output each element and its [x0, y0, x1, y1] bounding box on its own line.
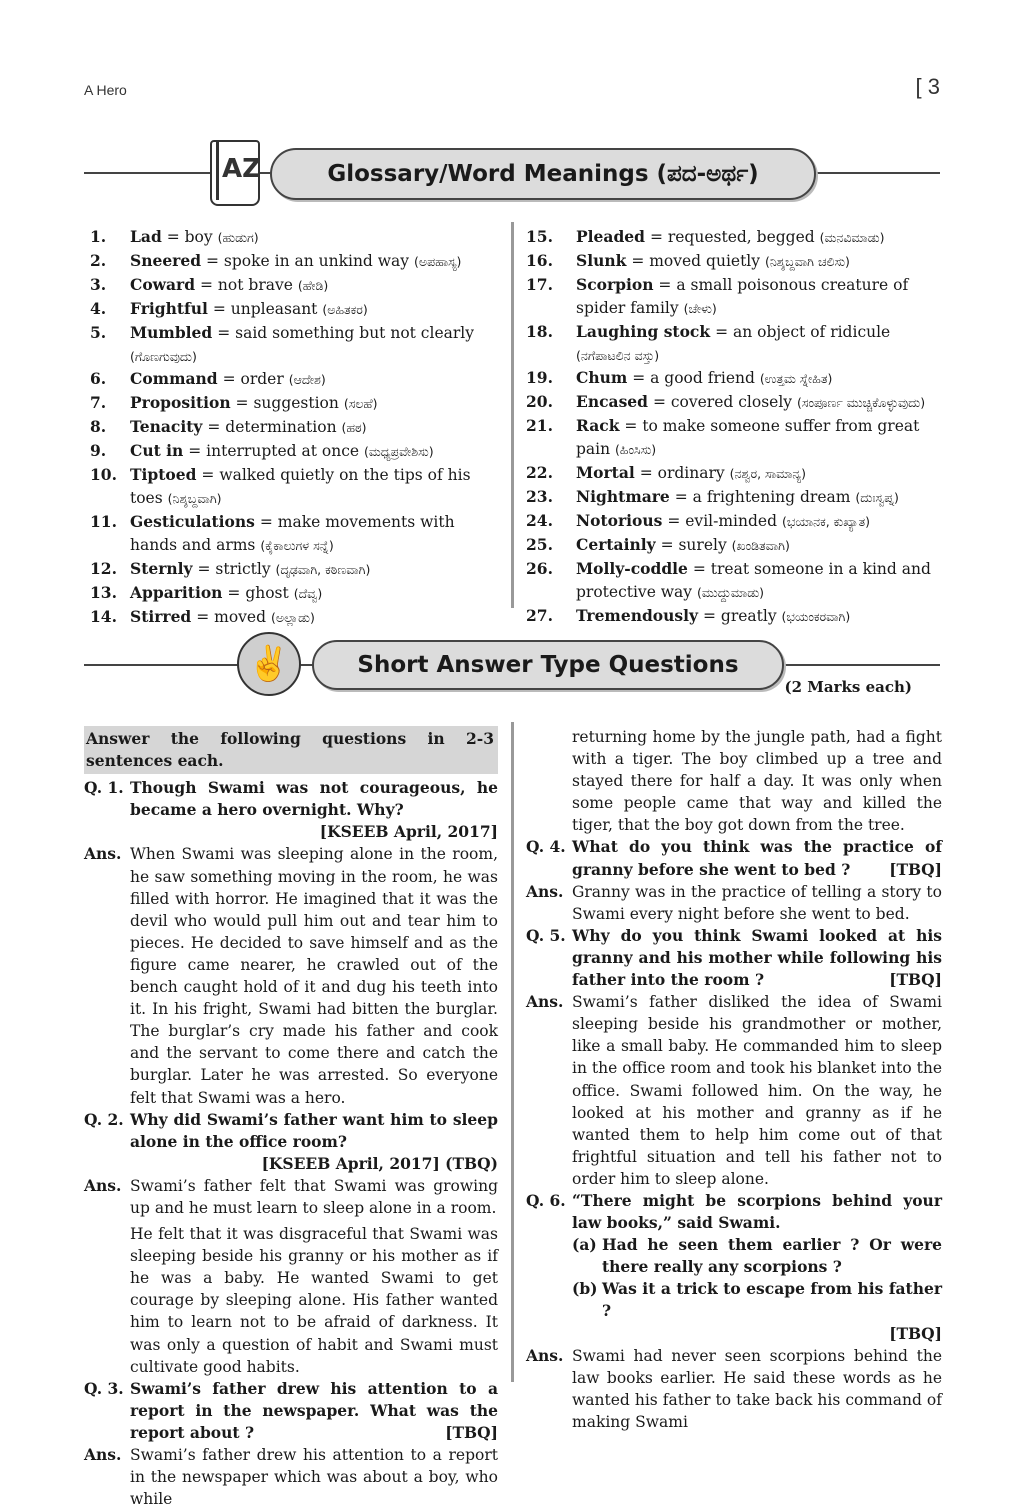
glossary-meaning: = spoke in an unkind way: [206, 251, 410, 270]
question-text: What do you think was the practice of granny before she went to bed ?: [572, 837, 942, 879]
glossary-term: Frightful: [130, 298, 208, 318]
glossary-meaning: = greatly: [702, 606, 777, 625]
glossary-meaning: = treat someone in a kind and protective way: [576, 559, 931, 601]
glossary-meaning: = strictly: [197, 559, 271, 578]
glossary-kannada: (ಸಲಹೆ): [343, 396, 378, 412]
short-answer-title: Short Answer Type Questions: [312, 640, 784, 690]
source-tag: [TBQ]: [889, 859, 942, 879]
answer: [526, 881, 942, 925]
glossary-item: [84, 298, 498, 322]
question: [526, 836, 942, 880]
glossary-term: Stirred: [130, 606, 192, 626]
qa-left-column: [84, 726, 498, 1510]
glossary-item-number: 18.: [526, 321, 553, 341]
glossary-kannada: (ಅಹಿತಕರ): [322, 301, 368, 317]
glossary-term: Encased: [576, 392, 648, 412]
glossary-kannada: (ನಿಶ್ಶಬ್ದವಾಗಿ ಚಲಿಸು): [764, 253, 850, 269]
glossary-item: [84, 440, 498, 464]
glossary-right-column: [526, 226, 942, 628]
glossary-term: Slunk: [576, 250, 627, 270]
glossary-term: Tremendously: [576, 605, 699, 625]
glossary-item-number: 20.: [526, 392, 553, 412]
sub-question: [572, 1234, 942, 1278]
question-label: Q. 1.: [84, 778, 124, 798]
glossary-item-number: 8.: [90, 417, 107, 437]
glossary-kannada: (ಗೊಣಗುವುದು): [130, 348, 197, 364]
sub-question-label: (a): [572, 1235, 597, 1255]
glossary-meaning: = a small poisonous creature of spider family: [576, 275, 909, 317]
glossary-item-number: 19.: [526, 368, 553, 388]
source-tag: [TBQ]: [889, 1323, 942, 1343]
glossary-meaning: = determination: [207, 418, 337, 437]
glossary-item: [84, 606, 498, 630]
question-label: Q. 3.: [84, 1378, 124, 1398]
glossary-item: [526, 415, 942, 462]
answer-text: When Swami was sleeping alone in the room, he saw something moving in the room, he was filled with horror. He imagined that it was the devil who would pull him out and tear him to pieces. He decided to save himself and as the figure came nearer, he crawled out of the bench caught hold of it and dug his teeth into it. In his fright, Swami had bitten the burglar. The burglar’s cry made his father and cook and the servant to come there and catch the burglar. Later he was arrested. So everyone felt that Swami was a hero.: [130, 845, 498, 1107]
glossary-meaning: = moved: [196, 607, 267, 626]
question: [526, 925, 942, 991]
glossary-kannada: (ಉತ್ತಮ ಸ್ನೇಹಿತ): [759, 371, 833, 387]
answer-text: returning home by the jungle path, had a fight with a tiger. The boy climbed up a tree and stayed there for half a day. It was only when some people came that way and killed the tiger, that the boy got down from the tree.: [572, 728, 942, 835]
glossary-term: Sternly: [130, 558, 193, 578]
question-text: Though Swami was not courageous, he became a hero overnight. Why?: [130, 778, 498, 820]
glossary-meaning: = interrupted at once: [188, 442, 360, 461]
glossary-item: [526, 534, 942, 558]
question-label: Q. 5.: [526, 925, 566, 945]
source-tag: [KSEEB April, 2017] (TBQ): [261, 1153, 498, 1173]
glossary-item: [526, 250, 942, 274]
glossary-item-number: 27.: [526, 605, 553, 625]
glossary-item-number: 22.: [526, 463, 553, 483]
glossary-item-number: 23.: [526, 486, 553, 506]
glossary-term: Mortal: [576, 463, 635, 483]
glossary-term: Mumbled: [130, 322, 213, 342]
glossary-kannada: (ಕೈಕಾಲುಗಳ ಸನ್ನೆ): [260, 537, 334, 553]
glossary-meaning: = a frightening dream: [674, 487, 851, 506]
glossary-item-number: 17.: [526, 274, 553, 294]
glossary-kannada: (ಹಠ): [341, 420, 367, 436]
glossary-item: [84, 392, 498, 416]
glossary-meaning: = boy: [166, 228, 213, 246]
question: [84, 1378, 498, 1444]
glossary-term: Notorious: [576, 510, 663, 530]
answer: [526, 991, 942, 1190]
glossary-term: Proposition: [130, 393, 231, 413]
glossary-kannada: (ಅಪಹಾಸ್ಯ): [413, 253, 462, 269]
glossary-item: [84, 582, 498, 606]
answer-text: Swami’s father drew his attention to a report in the newspaper which was about a boy, who while: [130, 1446, 498, 1509]
glossary-item-number: 12.: [90, 558, 117, 578]
answer-label: Ans.: [84, 844, 122, 864]
glossary-kannada: (ಹುಡುಗ): [217, 230, 259, 245]
glossary-item-number: 21.: [526, 416, 553, 436]
glossary-kannada: (ಸಂಪೂರ್ಣ ಮುಚ್ಚಿಕೊಳ್ಳುವುದು): [796, 395, 926, 411]
glossary-item-number: 9.: [90, 441, 107, 461]
question-text: “There might be scorpions behind your law books,” said Swami.: [572, 1190, 942, 1233]
glossary-item-number: 16.: [526, 250, 553, 270]
glossary-item: [526, 367, 942, 391]
glossary-header: [84, 138, 940, 208]
question: [526, 1190, 942, 1345]
answer-text: Granny was in the practice of telling a story to Swami every night before she went to bed.: [572, 882, 942, 923]
glossary-term: Certainly: [576, 534, 656, 554]
glossary-term: Apparition: [130, 582, 223, 602]
glossary-kannada: (ದುಃಸ್ವಪ್ನ): [855, 489, 899, 505]
glossary-item-number: 2.: [90, 250, 107, 270]
glossary-term: Tiptoed: [130, 465, 197, 485]
glossary-item: [84, 368, 498, 392]
page-number: [ 3: [915, 74, 940, 99]
glossary-meaning: = a good friend: [632, 369, 755, 388]
glossary-kannada: (ಭಯಂಕರವಾಗಿ): [781, 608, 851, 624]
glossary-left-column: [84, 226, 498, 629]
glossary-term: Laughing stock: [576, 321, 711, 341]
answer-label: Ans.: [84, 1175, 122, 1195]
glossary-meaning: = unpleasant: [212, 299, 318, 318]
glossary-kannada: (ಚೇಳು): [683, 300, 717, 316]
glossary-term: Rack: [576, 416, 620, 436]
column-divider: [511, 222, 514, 608]
glossary-term: Pleaded: [576, 227, 645, 246]
column-divider: [511, 722, 514, 1382]
glossary-item: [84, 250, 498, 274]
question-label: Q. 2.: [84, 1109, 124, 1129]
glossary-kannada: (ಖಂಡಿತವಾಗಿ): [731, 537, 790, 553]
answer: [84, 843, 498, 1108]
glossary-item-number: 14.: [90, 606, 117, 626]
glossary-item: [526, 274, 942, 321]
glossary-item: [84, 464, 498, 511]
answer-text: Swami’s father felt that Swami was growing up and he must learn to sleep alone in a room.: [130, 1176, 498, 1217]
glossary-term: Chum: [576, 368, 628, 388]
marks-note: (2 Marks each): [784, 678, 912, 696]
glossary-kannada: (ಹೇಡಿ): [297, 277, 329, 293]
glossary-item: [84, 322, 498, 369]
glossary-item-number: 6.: [90, 369, 107, 389]
running-title: A Hero: [84, 82, 127, 98]
glossary-item: [526, 510, 942, 534]
glossary-item-number: 4.: [90, 298, 107, 318]
glossary-item-number: 26.: [526, 558, 553, 578]
glossary-kannada: (ದೆವ್ವ): [293, 585, 323, 601]
glossary-term: Molly-coddle: [576, 558, 688, 578]
glossary-meaning: = not brave: [200, 275, 293, 294]
glossary-meaning: = an object of ridicule: [715, 322, 891, 341]
glossary-item: [526, 486, 942, 510]
question: [84, 777, 498, 843]
glossary-term: Gesticulations: [130, 511, 255, 531]
glossary-meaning: = walked quietly on the tips of his toes: [130, 466, 471, 507]
az-book-icon: [210, 140, 260, 206]
glossary-kannada: (ನಿಶ್ಶಬ್ದವಾಗಿ): [167, 490, 222, 506]
answer-text: He felt that it was disgraceful that Swami was sleeping beside his granny or his mother as if he was a baby. He wanted Swami to get courage by sleeping alone. His father wanted him to learn not to be afraid of darkness. It was only a question of habit and Swami must cultivate good habits.: [130, 1225, 498, 1376]
source-tag: [TBQ]: [889, 970, 942, 990]
answer-label: Ans.: [526, 992, 564, 1012]
glossary-item-number: 5.: [90, 322, 107, 342]
answer-continued: [526, 726, 942, 836]
glossary-meaning: = suggestion: [235, 394, 339, 413]
answer: [84, 1444, 498, 1510]
glossary-meaning: = moved quietly: [631, 251, 761, 270]
glossary-kannada: (ಅಲ್ಲಾಡು): [270, 609, 315, 625]
glossary-kannada: (ಮನವಿಮಾಡು): [819, 230, 885, 245]
answer: [84, 1175, 498, 1378]
glossary-item-number: 1.: [90, 227, 107, 246]
victory-hand-icon: ✌: [237, 632, 301, 696]
glossary-item: [84, 416, 498, 440]
question-text: Swami’s father drew his attention to a report in the newspaper. What was the report about ?: [130, 1378, 498, 1442]
glossary-item-number: 13.: [90, 582, 117, 602]
glossary-term: Lad: [130, 227, 162, 246]
sub-question-label: (b): [572, 1279, 598, 1299]
glossary-item-number: 24.: [526, 510, 553, 530]
glossary-kannada: (ನಶ್ವರ, ಸಾಮಾನ್ಯ): [729, 466, 806, 482]
glossary-item: [526, 321, 942, 368]
glossary-item: [526, 226, 942, 250]
source-tag: [TBQ]: [445, 1422, 498, 1442]
glossary-item: [526, 462, 942, 486]
question-text: Why did Swami’s father want him to sleep alone in the office room?: [130, 1109, 498, 1151]
glossary-item-number: 10.: [90, 465, 117, 485]
glossary-term: Tenacity: [130, 417, 203, 437]
glossary-term: Cut in: [130, 441, 184, 461]
sub-question: [572, 1278, 942, 1322]
glossary-item-number: 15.: [526, 227, 553, 246]
question: [84, 1109, 498, 1175]
glossary-item-number: 11.: [90, 511, 117, 531]
glossary-meaning: = requested, begged: [649, 228, 815, 246]
glossary-kannada: (ಮುದ್ದುಮಾಡು): [697, 584, 765, 600]
answer-label: Ans.: [526, 1345, 564, 1365]
answer: [526, 1345, 942, 1433]
glossary-term: Coward: [130, 274, 196, 294]
glossary-kannada: (ದೃಢವಾಗಿ, ಕಠಿಣವಾಗಿ): [275, 561, 371, 577]
glossary-meaning: = to make someone suffer from great pain: [576, 417, 920, 459]
glossary-item: [526, 391, 942, 415]
answer-text: Swami’s father disliked the idea of Swami sleeping beside his grandmother or mother, like a small baby. He commanded him to sleep in the office room and took his blanket into the office. Swami followed him. On the way, he looked at his mother and granny as if he wanted them to help him come out of that frightful situation and tell his father not to order him to sleep alone.: [572, 993, 942, 1188]
glossary-meaning: = order: [222, 370, 284, 389]
glossary-meaning: = surely: [660, 535, 727, 554]
sub-question-text: Was it a trick to escape from his father ?: [602, 1279, 942, 1321]
glossary-item: [84, 226, 498, 250]
glossary-term: Command: [130, 369, 218, 389]
glossary-kannada: (ಹಿಂಸಿಸು): [615, 442, 657, 458]
glossary-term: Scorpion: [576, 274, 654, 294]
answer-label: Ans.: [526, 881, 564, 901]
glossary-kannada: (ಮಧ್ಯಪ್ರವೇಶಿಸು): [364, 444, 434, 460]
glossary-title: Glossary/Word Meanings (ಪದ-ಅರ್ಥ): [270, 148, 816, 200]
glossary-meaning: = ghost: [227, 583, 289, 602]
question-label: Q. 6.: [526, 1190, 566, 1210]
glossary-kannada: (ಆದೇಶ): [288, 372, 326, 388]
glossary-meaning: = said something but not clearly: [217, 323, 474, 342]
glossary-item: [84, 274, 498, 298]
glossary-term: Sneered: [130, 250, 202, 270]
glossary-item-number: 7.: [90, 393, 107, 413]
glossary-item-number: 25.: [526, 534, 553, 554]
glossary-meaning: = evil-minded: [667, 511, 777, 530]
source-tag: [KSEEB April, 2017]: [319, 822, 498, 842]
question-text: Why do you think Swami looked at his granny and his mother while following his father into the room ?: [572, 925, 942, 990]
glossary-item-number: 3.: [90, 274, 107, 294]
answer-label: Ans.: [84, 1445, 122, 1464]
glossary-meaning: = make movements with hands and arms: [130, 512, 455, 554]
glossary-term: Nightmare: [576, 486, 670, 506]
qa-right-column: [526, 726, 942, 1433]
sub-question-text: Had he seen them earlier ? Or were there really any scorpions ?: [602, 1235, 942, 1277]
glossary-item: [526, 605, 942, 629]
glossary-item: [84, 558, 498, 582]
glossary-item: [526, 558, 942, 605]
glossary-item: [84, 511, 498, 558]
glossary-kannada: (ಭಯಾನಕ, ಕುಖ್ಯಾತ): [781, 513, 871, 529]
az-icon-text: AZ: [222, 154, 261, 184]
glossary-meaning: = ordinary: [639, 464, 725, 483]
question-label: Q. 4.: [526, 837, 566, 857]
glossary-kannada: (ನಗೆಪಾಟಲಿನ ವಸ್ತು): [576, 347, 660, 363]
glossary-meaning: = covered closely: [652, 393, 793, 412]
answer-text: Swami had never seen scorpions behind the law books earlier. He said these words as he wanted his father to take back his command of making Swami: [572, 1346, 942, 1431]
instruction: Answer the following questions in 2-3 sentences each.: [84, 726, 498, 774]
